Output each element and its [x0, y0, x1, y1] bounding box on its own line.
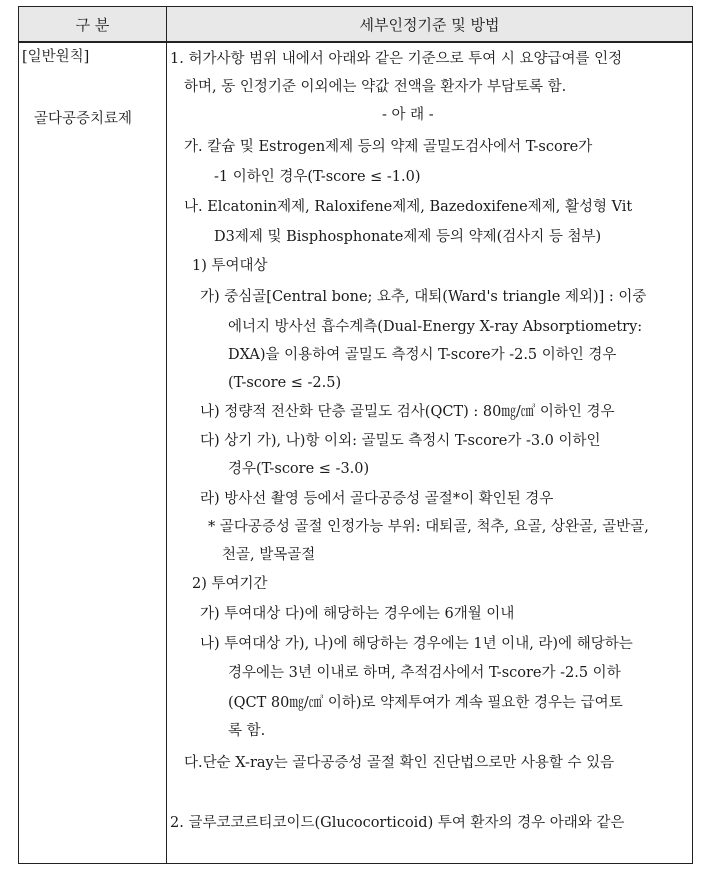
criteria-line: 경우에는 3년 이내로 하며, 추적검사에서 T-score가 -2.5 이하 — [228, 665, 621, 681]
criteria-line: 나) 정량적 전산화 단층 골밀도 검사(QCT) : 80㎎/㎤ 이하인 경우 — [200, 404, 615, 420]
criteria-line: 다.단순 X-ray는 골다공증성 골절 확인 진단법으로만 사용할 수 있음 — [184, 755, 615, 771]
criteria-line: 경우(T-score ≤ -3.0) — [228, 461, 370, 477]
footnote-line: 천골, 발목골절 — [222, 547, 316, 563]
criteria-line: 2) 투여기간 — [192, 576, 268, 592]
criteria-line: 라) 방사선 촬영 등에서 골다공증성 골절*이 확인된 경우 — [200, 491, 554, 507]
criteria-line: 에너지 방사선 흡수계측(Dual-Energy X-ray Absorptiometry: — [228, 319, 643, 335]
criteria-line: 가. 칼슘 및 Estrogen제제 등의 약제 골밀도검사에서 T-score가 — [184, 139, 593, 155]
category-name: 골다공증치료제 — [34, 111, 133, 127]
header-criteria: 세부인정기준 및 방법 — [167, 7, 693, 43]
category-cell — [19, 42, 167, 864]
criteria-line: 다) 상기 가), 나)항 이외: 골밀도 측정시 T-score가 -3.0 이하인 — [200, 433, 601, 449]
criteria-line: 1. 허가사항 범위 내에서 아래와 같은 기준으로 투여 시 요양급여를 인정 — [170, 51, 623, 67]
criteria-line: -1 이하인 경우(T-score ≤ -1.0) — [214, 169, 421, 185]
criteria-line: - 아 래 - — [382, 107, 434, 123]
criteria-cell — [167, 42, 693, 864]
criteria-line: DXA)을 이용하여 골밀도 측정시 T-score가 -2.5 이하인 경우 — [228, 347, 617, 363]
criteria-line: (QCT 80㎎/㎤ 이하)로 약제투여가 계속 필요한 경우는 급여토 — [228, 695, 623, 711]
criteria-line: 2. 글루코코르티코이드(Glucocorticoid) 투여 환자의 경우 아래와 같은 — [170, 815, 625, 831]
criteria-line: 록 함. — [228, 723, 266, 739]
criteria-line: 가) 투여대상 다)에 해당하는 경우에는 6개월 이내 — [200, 606, 515, 622]
criteria-line: 1) 투여대상 — [192, 258, 268, 274]
table-header-row — [19, 7, 693, 43]
table-body-row — [19, 42, 693, 864]
category-tag: [일반원칙] — [22, 49, 90, 65]
criteria-line: 가) 중심골[Central bone; 요추, 대퇴(Ward's triangle 제외)] : 이중 — [200, 289, 647, 305]
header-category: 구 분 — [19, 7, 167, 43]
footnote-line: * 골다공증성 골절 인정가능 부위: 대퇴골, 척추, 요골, 상완골, 골반골, — [208, 519, 649, 535]
criteria-line: (T-score ≤ -2.5) — [228, 375, 342, 391]
criteria-line: 나) 투여대상 가), 나)에 해당하는 경우에는 1년 이내, 라)에 해당하는 — [200, 636, 633, 652]
criteria-line: 하며, 동 인정기준 이외에는 약값 전액을 환자가 부담토록 함. — [184, 79, 567, 95]
criteria-line: 나. Elcatonin제제, Raloxifene제제, Bazedoxifene제제, 활성형 Vit — [184, 199, 633, 215]
criteria-line: D3제제 및 Bisphosphonate제제 등의 약제(검사지 등 첨부) — [214, 229, 602, 245]
